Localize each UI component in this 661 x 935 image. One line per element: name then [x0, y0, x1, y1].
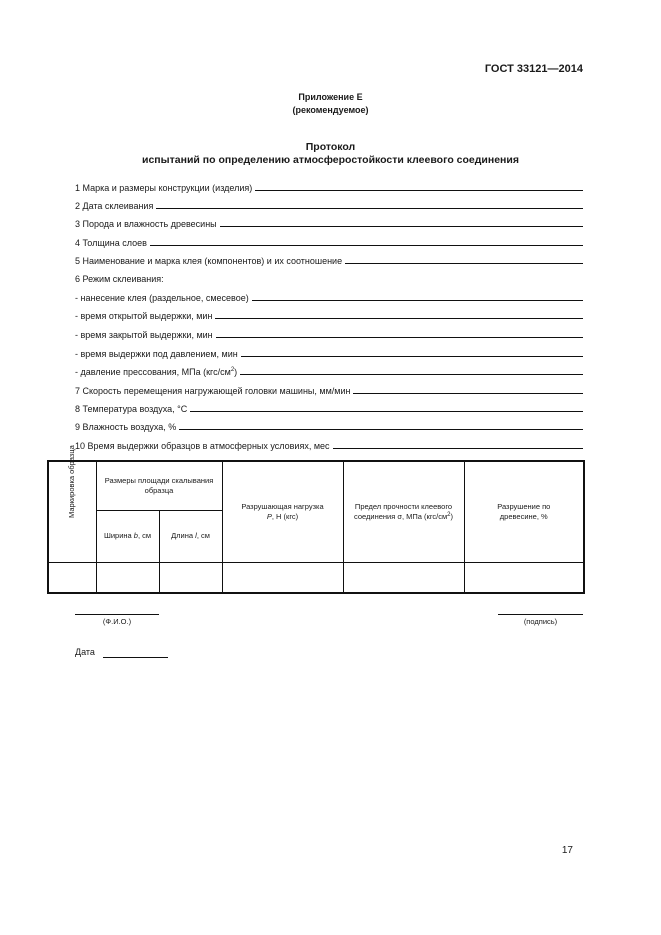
- date-line[interactable]: [103, 657, 168, 658]
- field-air-temperature: [75, 401, 583, 415]
- fill-line[interactable]: [216, 337, 583, 338]
- fill-line[interactable]: [179, 429, 583, 430]
- protocol-title: Протокол: [305, 141, 356, 153]
- fill-line[interactable]: [345, 263, 583, 264]
- header-width: Ширина b, см: [96, 510, 159, 562]
- field-layer-thickness: [75, 235, 583, 249]
- field-air-humidity: [75, 419, 583, 433]
- fill-line[interactable]: [241, 356, 583, 357]
- signature-caption: (подпись): [523, 617, 558, 626]
- table-row: [48, 562, 584, 593]
- cell-marking[interactable]: [48, 562, 96, 593]
- pressure-label-text: - давление прессования, МПа (кгс/см: [75, 367, 231, 377]
- field-label: - время открытой выдержки, мин: [75, 311, 213, 321]
- field-wood-species: [75, 216, 583, 230]
- name-line[interactable]: [75, 614, 159, 615]
- standard-number: ГОСТ 33121—2014: [484, 63, 583, 75]
- field-press-time: [75, 346, 583, 360]
- appendix-heading: [0, 91, 661, 117]
- field-exposure-time: [75, 438, 583, 452]
- field-label: 8 Температура воздуха, °С: [75, 404, 188, 414]
- header-strength: Предел прочности клеевого соединения σ, МПа $(кгс/см^2)$: [343, 461, 464, 562]
- header-area: Размеры площади скалывания образца: [96, 461, 222, 510]
- header-failure: Разрушение по древесине, %: [464, 461, 584, 562]
- protocol-subtitle: испытаний по определению атмосферостойкости клеевого соединения: [142, 154, 519, 166]
- fill-line[interactable]: [215, 318, 583, 319]
- appendix-status: (рекомендуемое): [292, 105, 369, 115]
- field-gluing-date: [75, 198, 583, 212]
- header-marking: Маркировка образца: [48, 461, 96, 562]
- fill-line[interactable]: [255, 190, 583, 191]
- field-label: 5 Наименование и марка клея (компонентов) и их соотношение: [75, 256, 343, 266]
- fill-line[interactable]: [156, 208, 583, 209]
- header-length: Длина l, см: [159, 510, 222, 562]
- field-label: 9 Влажность воздуха, %: [75, 422, 177, 432]
- field-construction: [75, 180, 583, 194]
- cell-width[interactable]: [96, 562, 159, 593]
- cell-strength[interactable]: [343, 562, 464, 593]
- field-label: [75, 366, 240, 378]
- pressure-superscript: 2: [230, 367, 235, 373]
- fill-line[interactable]: [252, 300, 583, 301]
- field-label: - нанесение клея (раздельное, смесевое): [75, 293, 249, 303]
- fill-line[interactable]: [150, 245, 583, 246]
- protocol-heading: [0, 141, 661, 167]
- cell-length[interactable]: [159, 562, 222, 593]
- fill-line[interactable]: [353, 393, 583, 394]
- cell-load[interactable]: [222, 562, 343, 593]
- field-label: 10 Время выдержки образцов в атмосферных условиях, мес: [75, 441, 330, 451]
- header-load: Разрушающая нагрузка P, Н (кгс): [222, 461, 343, 562]
- name-caption: (Ф.И.О.): [102, 617, 132, 626]
- fill-line[interactable]: [190, 411, 583, 412]
- field-label: - время закрытой выдержки, мин: [75, 330, 213, 340]
- field-label: 6 Режим склеивания:: [75, 274, 164, 284]
- signature-line[interactable]: [498, 614, 583, 615]
- field-label: 4 Толщина слоев: [75, 238, 147, 248]
- field-label: 1 Марка и размеры конструкции (изделия): [75, 183, 253, 193]
- field-gluing-mode: [75, 271, 583, 285]
- field-open-time: [75, 308, 583, 322]
- field-closed-time: [75, 327, 583, 341]
- field-glue-application: [75, 290, 583, 304]
- field-label: 7 Скорость перемещения нагружающей головки машины, мм/мин: [75, 386, 351, 396]
- fill-line[interactable]: [333, 448, 583, 449]
- field-pressure: [75, 364, 583, 378]
- page-number: 17: [561, 845, 573, 856]
- cell-failure[interactable]: [464, 562, 584, 593]
- field-label: 3 Порода и влажность древесины: [75, 219, 217, 229]
- fill-line[interactable]: [220, 226, 583, 227]
- field-adhesive: [75, 253, 583, 267]
- field-head-speed: [75, 383, 583, 397]
- pressure-label-tail: ): [234, 367, 238, 377]
- field-label: 2 Дата склеивания: [75, 201, 154, 211]
- date-label: Дата: [75, 647, 95, 657]
- fill-line[interactable]: [240, 374, 583, 375]
- appendix-title: Приложение Е: [298, 92, 363, 102]
- field-label: - время выдержки под давлением, мин: [75, 349, 238, 359]
